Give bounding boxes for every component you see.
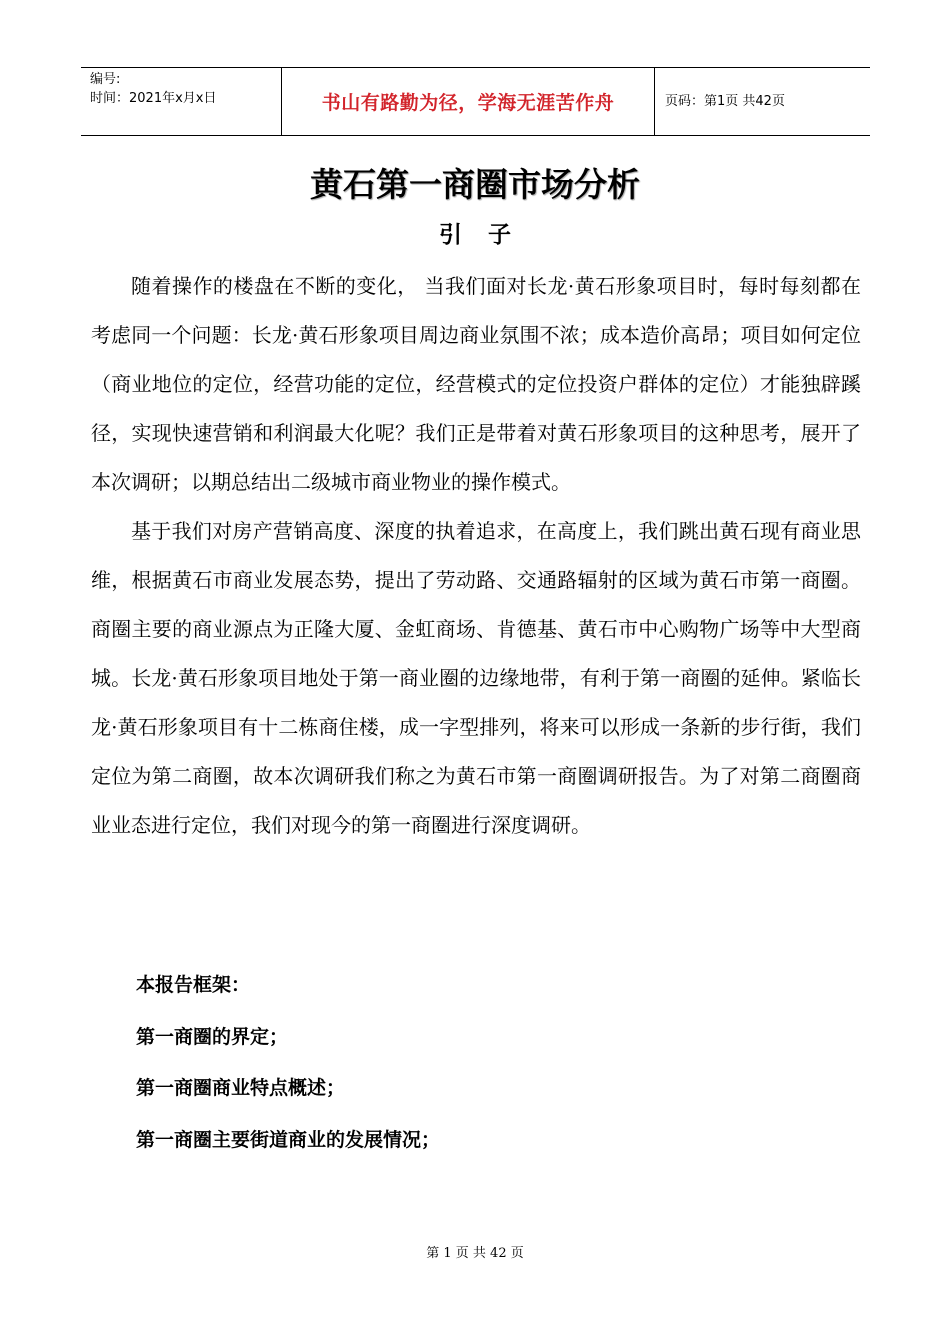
header-info-cell xyxy=(81,68,282,135)
page-info-label: 页码：第1页 共42页 xyxy=(665,94,785,109)
paragraph: 随着操作的楼盘在不断的变化， 当我们面对长龙·黄石形象项目时，每时每刻都在考虑同一个问题：长龙·黄石形象项目周边商业氛围不浓；成本造价高昂；项目如何定位（商业地位的定位，经营功能的定位，经营模式的定位投资户群体的定位）才能独辟蹊径，实现快速营销和利润最大化呢？我们正是带着对黄石形象项目的这种思考，展开了本次调研；以期总结出二级城市商业物业的操作模式。 xyxy=(91,274,861,494)
page-footer: 第 1 页 共 42 页 xyxy=(426,1246,524,1261)
paragraph: 基于我们对房产营销高度、深度的执着追求，在高度上，我们跳出黄石现有商业思维，根据黄石市商业发展态势，提出了劳动路、交通路辐射的区域为黄石市第一商圈。商圈主要的商业源点为正隆大厦、金虹商场、肯德基、黄石市中心购物广场等中大型商城。长龙·黄石形象项目地处于第一商业圈的边缘地带，有利于第一商圈的延伸。紧临长龙·黄石形象项目有十二栋商住楼，成一字型排列，将来可以形成一条新的步行街，我们定位为第二商圈，故本次调研我们称之为黄石市第一商圈调研报告。为了对第二商圈商业业态进行定位，我们对现今的第一商圈进行深度调研。 xyxy=(91,519,861,837)
header-motto-cell xyxy=(282,68,655,135)
motto-text: 书山有路勤为径，学海无涯苦作舟 xyxy=(321,92,615,114)
header-page-cell xyxy=(655,68,870,135)
header-table xyxy=(81,67,870,136)
outline-item: 第一商圈商业特点概述； xyxy=(136,1077,346,1099)
body-text xyxy=(91,262,861,850)
section-heading: 引子 xyxy=(439,222,537,248)
document-title: 黄石第一商圈市场分析 xyxy=(310,165,640,204)
document-date-label: 时间：2021年x月x日 xyxy=(90,91,217,106)
outline-heading: 本报告框架： xyxy=(136,974,251,996)
outline-item: 第一商圈主要街道商业的发展情况； xyxy=(136,1128,441,1151)
outline-item: 第一商圈的界定； xyxy=(136,1025,289,1048)
document-number-label: 编号: xyxy=(90,72,121,87)
report-outline xyxy=(136,960,440,1166)
